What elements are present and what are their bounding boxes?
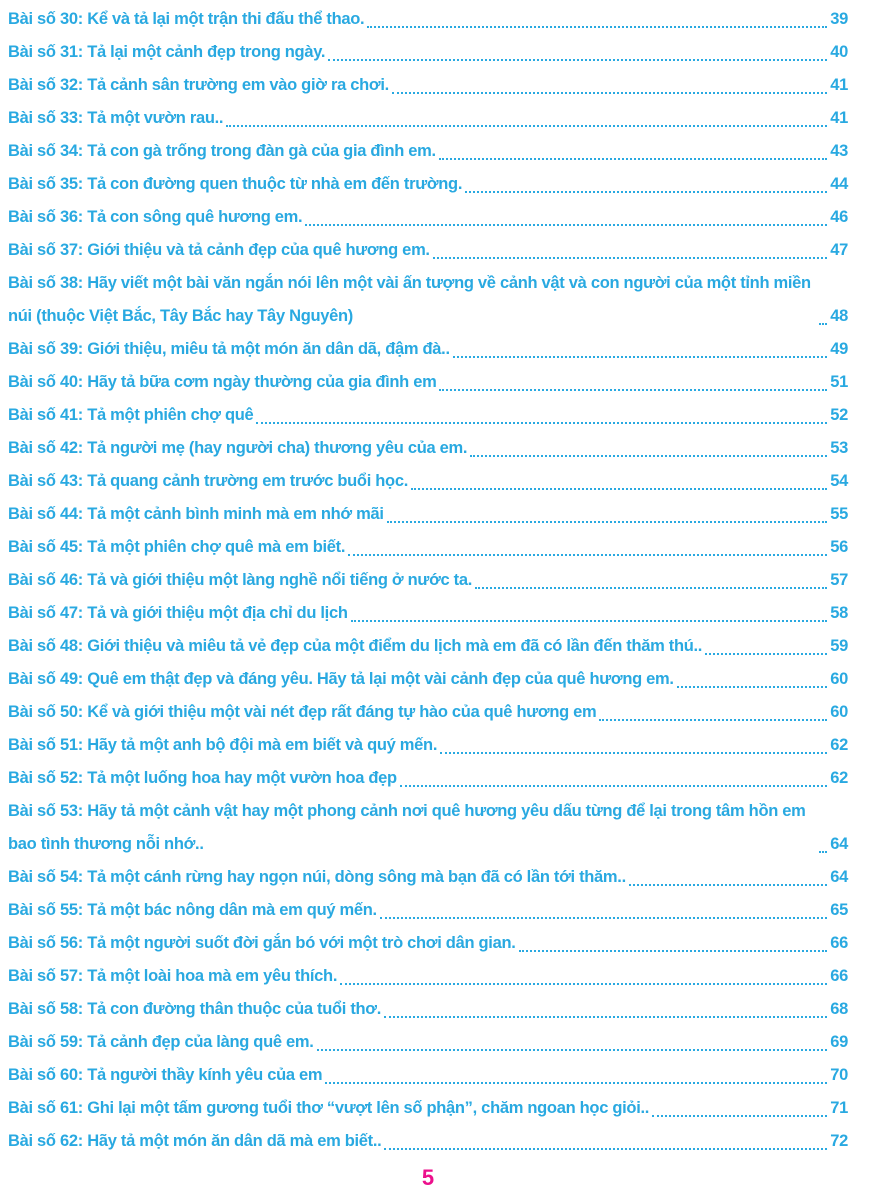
toc-entry-title: Bài số 59: Tả cảnh đẹp của làng quê em. — [8, 1033, 314, 1051]
toc-entry-title: Bài số 34: Tả con gà trống trong đàn gà của gia đình em. — [8, 142, 436, 160]
toc-entry-title: Bài số 43: Tả quang cảnh trường em trước buổi học. — [8, 472, 408, 490]
toc-entry-page-number: 66 — [830, 934, 848, 952]
toc-entry-title: Bài số 53: Hãy tả một cảnh vật hay một phong cảnh nơi quê hương yêu dấu từng để lại trong tâm hồn em bao tình thương nỗi nhớ.. — [8, 802, 806, 853]
toc-entry — [8, 69, 848, 102]
toc-entry-page-number: 64 — [830, 868, 848, 886]
toc-entry-title: Bài số 50: Kể và giới thiệu một vài nét đẹp rất đáng tự hào của quê hương em — [8, 703, 597, 721]
dotted-leader — [305, 224, 827, 226]
toc-entry — [8, 201, 848, 234]
dotted-leader — [519, 950, 828, 952]
toc-entry-page-number: 49 — [830, 340, 848, 358]
toc-entry — [8, 333, 848, 366]
dotted-leader — [819, 851, 827, 853]
toc-entry — [8, 927, 848, 960]
toc-entry-title: Bài số 46: Tả và giới thiệu một làng nghề nổi tiếng ở nước ta. — [8, 571, 473, 589]
toc-entry-page-number: 41 — [830, 109, 848, 127]
toc-entry-title: Bài số 61: Ghi lại một tấm gương tuổi thơ “vượt lên số phận”, chăm ngoan học giỏi.. — [8, 1099, 650, 1117]
toc-entry-page-number: 72 — [830, 1132, 848, 1150]
toc-entry-page-number: 68 — [830, 1000, 848, 1018]
toc-entry-page-number: 44 — [830, 175, 848, 193]
toc-entry-title: Bài số 48: Giới thiệu và miêu tả vẻ đẹp của một điểm du lịch mà em đã có lần đến thăm thú.. — [8, 637, 703, 655]
dotted-leader — [470, 455, 827, 457]
dotted-leader — [400, 785, 827, 787]
dotted-leader — [439, 158, 827, 160]
toc-entry-page-number: 40 — [830, 43, 848, 61]
toc-entry-title: Bài số 37: Giới thiệu và tả cảnh đẹp của quê hương em. — [8, 241, 430, 259]
dotted-leader — [380, 917, 827, 919]
toc-entry-title: Bài số 45: Tả một phiên chợ quê mà em biết. — [8, 538, 346, 556]
dotted-leader — [629, 884, 827, 886]
toc-entry-page-number: 60 — [830, 703, 848, 721]
toc-entry-page-number: 55 — [830, 505, 848, 523]
toc-entry-page-number: 57 — [830, 571, 848, 589]
toc-entry — [8, 432, 848, 465]
toc-entry — [8, 399, 848, 432]
toc-entry — [8, 3, 848, 36]
toc-entry-page-number: 62 — [830, 769, 848, 787]
dotted-leader — [411, 488, 827, 490]
toc-entry — [8, 234, 848, 267]
toc-entry-page-number: 70 — [830, 1066, 848, 1084]
dotted-leader — [465, 191, 827, 193]
toc-entry-page-number: 65 — [830, 901, 848, 919]
toc-entry-page-number: 39 — [830, 10, 848, 28]
toc-entry-title: Bài số 41: Tả một phiên chợ quê — [8, 406, 254, 424]
toc-entry-title: Bài số 33: Tả một vườn rau.. — [8, 109, 224, 127]
dotted-leader — [705, 653, 827, 655]
dotted-leader — [475, 587, 827, 589]
dotted-leader — [317, 1049, 828, 1051]
toc-entry — [8, 762, 848, 795]
toc-entry-title: Bài số 32: Tả cảnh sân trường em vào giờ ra chơi. — [8, 76, 389, 94]
toc-entry-page-number: 71 — [830, 1099, 848, 1117]
toc-entry-title: Bài số 31: Tả lại một cảnh đẹp trong ngày. — [8, 43, 326, 61]
dotted-leader — [367, 26, 827, 28]
toc-entry — [8, 366, 848, 399]
toc-entry-title: Bài số 54: Tả một cánh rừng hay ngọn núi, dòng sông mà bạn đã có lần tới thăm.. — [8, 868, 626, 886]
dotted-leader — [348, 554, 827, 556]
toc-entry — [8, 135, 848, 168]
dotted-leader — [340, 983, 827, 985]
toc-entry-title: Bài số 60: Tả người thầy kính yêu của em — [8, 1066, 323, 1084]
toc-entry — [8, 795, 848, 861]
toc-entry-title: Bài số 49: Quê em thật đẹp và đáng yêu. Hãy tả lại một vài cảnh đẹp của quê hương em. — [8, 670, 674, 688]
dotted-leader — [433, 257, 828, 259]
toc-entry — [8, 531, 848, 564]
toc-entry — [8, 36, 848, 69]
dotted-leader — [325, 1082, 827, 1084]
page-footer — [8, 1165, 848, 1191]
toc-entry-page-number: 47 — [830, 241, 848, 259]
toc-entry-title: Bài số 55: Tả một bác nông dân mà em quý mến. — [8, 901, 377, 919]
toc-entry-title: Bài số 47: Tả và giới thiệu một địa chỉ du lịch — [8, 604, 348, 622]
toc-entry-page-number: 64 — [830, 835, 848, 853]
toc-entry-page-number: 46 — [830, 208, 848, 226]
dotted-leader — [351, 620, 828, 622]
toc-entry — [8, 564, 848, 597]
toc-entry-page-number: 59 — [830, 637, 848, 655]
page-number: 5 — [421, 1165, 435, 1190]
toc-entry-title: Bài số 36: Tả con sông quê hương em. — [8, 208, 303, 226]
toc-entry-page-number: 58 — [830, 604, 848, 622]
toc-entry-page-number: 66 — [830, 967, 848, 985]
toc-entry-title: Bài số 40: Hãy tả bữa cơm ngày thường của gia đình em — [8, 373, 437, 391]
toc-entry-title: Bài số 52: Tả một luống hoa hay một vườn hoa đẹp — [8, 769, 397, 787]
toc-entry — [8, 993, 848, 1026]
toc-entry-title: Bài số 35: Tả con đường quen thuộc từ nhà em đến trường. — [8, 175, 463, 193]
dotted-leader — [599, 719, 827, 721]
toc-entry-title: Bài số 57: Tả một loài hoa mà em yêu thích. — [8, 967, 338, 985]
toc-entry — [8, 894, 848, 927]
toc-entry-title: Bài số 56: Tả một người suốt đời gắn bó với một trò chơi dân gian. — [8, 934, 516, 952]
toc-entry — [8, 1092, 848, 1125]
toc-entry — [8, 663, 848, 696]
dotted-leader — [226, 125, 827, 127]
toc-entry — [8, 960, 848, 993]
toc-entry — [8, 1125, 848, 1158]
toc-entry-page-number: 43 — [830, 142, 848, 160]
toc-entry-title: Bài số 44: Tả một cảnh bình minh mà em nhớ mãi — [8, 505, 384, 523]
toc-entry — [8, 696, 848, 729]
toc-entry — [8, 630, 848, 663]
toc-entry — [8, 861, 848, 894]
dotted-leader — [677, 686, 828, 688]
toc-entry — [8, 465, 848, 498]
toc-entry-page-number: 51 — [830, 373, 848, 391]
toc-entry-page-number: 60 — [830, 670, 848, 688]
dotted-leader — [652, 1115, 827, 1117]
toc-entry-page-number: 53 — [830, 439, 848, 457]
table-of-contents — [8, 3, 848, 1158]
toc-entry-page-number: 56 — [830, 538, 848, 556]
toc-entry-title: Bài số 62: Hãy tả một món ăn dân dã mà em biết.. — [8, 1132, 382, 1150]
toc-entry — [8, 1059, 848, 1092]
toc-entry-title: Bài số 38: Hãy viết một bài văn ngắn nói lên một vài ấn tượng về cảnh vật và con người của một tỉnh miền núi (thuộc Việt Bắc, Tây Bắc hay Tây Nguyên) — [8, 274, 811, 325]
toc-entry-page-number: 41 — [830, 76, 848, 94]
toc-entry-page-number: 52 — [830, 406, 848, 424]
dotted-leader — [453, 356, 827, 358]
dotted-leader — [440, 752, 827, 754]
toc-entry-title: Bài số 30: Kể và tả lại một trận thi đấu thể thao. — [8, 10, 365, 28]
dotted-leader — [439, 389, 827, 391]
dotted-leader — [328, 59, 827, 61]
toc-entry — [8, 267, 848, 333]
dotted-leader — [384, 1016, 827, 1018]
toc-entry — [8, 102, 848, 135]
toc-entry — [8, 1026, 848, 1059]
dotted-leader — [384, 1148, 827, 1150]
toc-entry — [8, 729, 848, 762]
toc-entry-title: Bài số 51: Hãy tả một anh bộ đội mà em biết và quý mến. — [8, 736, 438, 754]
toc-entry — [8, 597, 848, 630]
toc-entry-page-number: 62 — [830, 736, 848, 754]
dotted-leader — [819, 323, 827, 325]
toc-entry-page-number: 69 — [830, 1033, 848, 1051]
toc-entry — [8, 498, 848, 531]
dotted-leader — [256, 422, 827, 424]
toc-entry-title: Bài số 42: Tả người mẹ (hay người cha) thương yêu của em. — [8, 439, 468, 457]
toc-entry-page-number: 54 — [830, 472, 848, 490]
toc-entry-title: Bài số 39: Giới thiệu, miêu tả một món ăn dân dã, đậm đà.. — [8, 340, 450, 358]
toc-entry-page-number: 48 — [830, 307, 848, 325]
toc-entry — [8, 168, 848, 201]
dotted-leader — [387, 521, 828, 523]
dotted-leader — [392, 92, 827, 94]
toc-entry-title: Bài số 58: Tả con đường thân thuộc của tuổi thơ. — [8, 1000, 382, 1018]
